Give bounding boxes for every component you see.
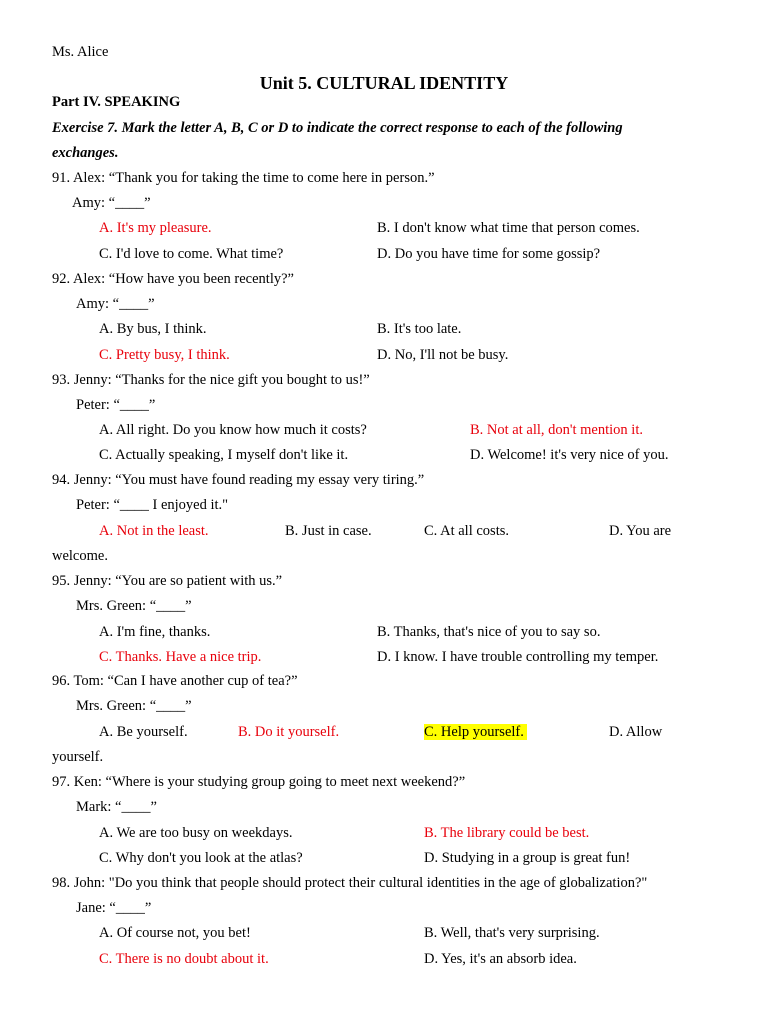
option-b: B. Not at all, don't mention it. [470, 422, 643, 438]
question-reply: Amy: “____” [76, 296, 155, 312]
option-b: B. I don't know what time that person comes. [377, 220, 640, 236]
option-d-continuation: welcome. [52, 548, 108, 564]
option-c: C. Pretty busy, I think. [99, 347, 230, 363]
option-b: B. Do it yourself. [238, 724, 340, 740]
option-b: B. The library could be best. [424, 825, 590, 841]
option-a: A. Not in the least. [99, 523, 209, 539]
option-c: C. Actually speaking, I myself don't like it. [99, 447, 349, 463]
question-reply: Jane: “____” [76, 900, 152, 916]
option-c: C. There is no doubt about it. [99, 951, 269, 967]
option-d: D. I know. I have trouble controlling my temper. [377, 649, 659, 665]
highlighted-option: C. Help yourself. [424, 724, 527, 740]
part-heading: Part IV. SPEAKING [52, 94, 181, 110]
question-reply: Peter: “____ I enjoyed it." [76, 497, 229, 513]
exercise-instruction-line1: Exercise 7. Mark the letter A, B, C or D to indicate the correct response to each of the following [52, 120, 623, 136]
question-reply: Mark: “____” [76, 799, 157, 815]
option-a: A. All right. Do you know how much it costs? [99, 422, 367, 438]
option-b: B. Thanks, that's nice of you to say so. [377, 624, 601, 640]
question-reply: Mrs. Green: “____” [76, 698, 192, 714]
question-prompt: 95. Jenny: “You are so patient with us.” [52, 573, 283, 589]
option-c: C. Why don't you look at the atlas? [99, 850, 303, 866]
option-a: A. By bus, I think. [99, 321, 207, 337]
option-b: B. It's too late. [377, 321, 462, 337]
question-prompt: 92. Alex: “How have you been recently?” [52, 271, 294, 287]
option-c [424, 723, 527, 741]
question-prompt: 96. Tom: “Can I have another cup of tea?” [52, 673, 298, 689]
option-a: A. Of course not, you bet! [99, 925, 251, 941]
option-d: D. You are [609, 523, 672, 539]
question-reply: Amy: “____” [72, 195, 151, 211]
page-title: Unit 5. CULTURAL IDENTITY [259, 73, 509, 93]
option-a: A. I'm fine, thanks. [99, 624, 211, 640]
question-reply: Mrs. Green: “____” [76, 598, 192, 614]
option-d: D. Welcome! it's very nice of you. [470, 447, 669, 463]
question-prompt: 97. Ken: “Where is your studying group going to meet next weekend?” [52, 774, 466, 790]
option-d: D. Yes, it's an absorb idea. [424, 951, 577, 967]
option-b: B. Just in case. [285, 523, 372, 539]
option-d-continuation: yourself. [52, 749, 104, 765]
question-prompt: 93. Jenny: “Thanks for the nice gift you bought to us!” [52, 372, 370, 388]
option-d: D. Studying in a group is great fun! [424, 850, 631, 866]
exercise-instruction-line2: exchanges. [52, 145, 119, 161]
question-reply: Peter: “____” [76, 397, 156, 413]
option-a: A. Be yourself. [99, 724, 188, 740]
option-a: A. It's my pleasure. [99, 220, 212, 236]
option-d: D. Allow [609, 724, 663, 740]
author-name: Ms. Alice [52, 44, 109, 60]
option-b: B. Well, that's very surprising. [424, 925, 600, 941]
question-prompt: 94. Jenny: “You must have found reading my essay very tiring.” [52, 472, 425, 488]
option-c: C. At all costs. [424, 523, 509, 539]
question-prompt: 91. Alex: “Thank you for taking the time to come here in person.” [52, 170, 435, 186]
option-d: D. Do you have time for some gossip? [377, 246, 601, 262]
option-d: D. No, I'll not be busy. [377, 347, 509, 363]
option-a: A. We are too busy on weekdays. [99, 825, 293, 841]
question-prompt: 98. John: "Do you think that people should protect their cultural identities in the age of globalization?" [52, 875, 648, 891]
option-c: C. I'd love to come. What time? [99, 246, 284, 262]
option-c: C. Thanks. Have a nice trip. [99, 649, 262, 665]
